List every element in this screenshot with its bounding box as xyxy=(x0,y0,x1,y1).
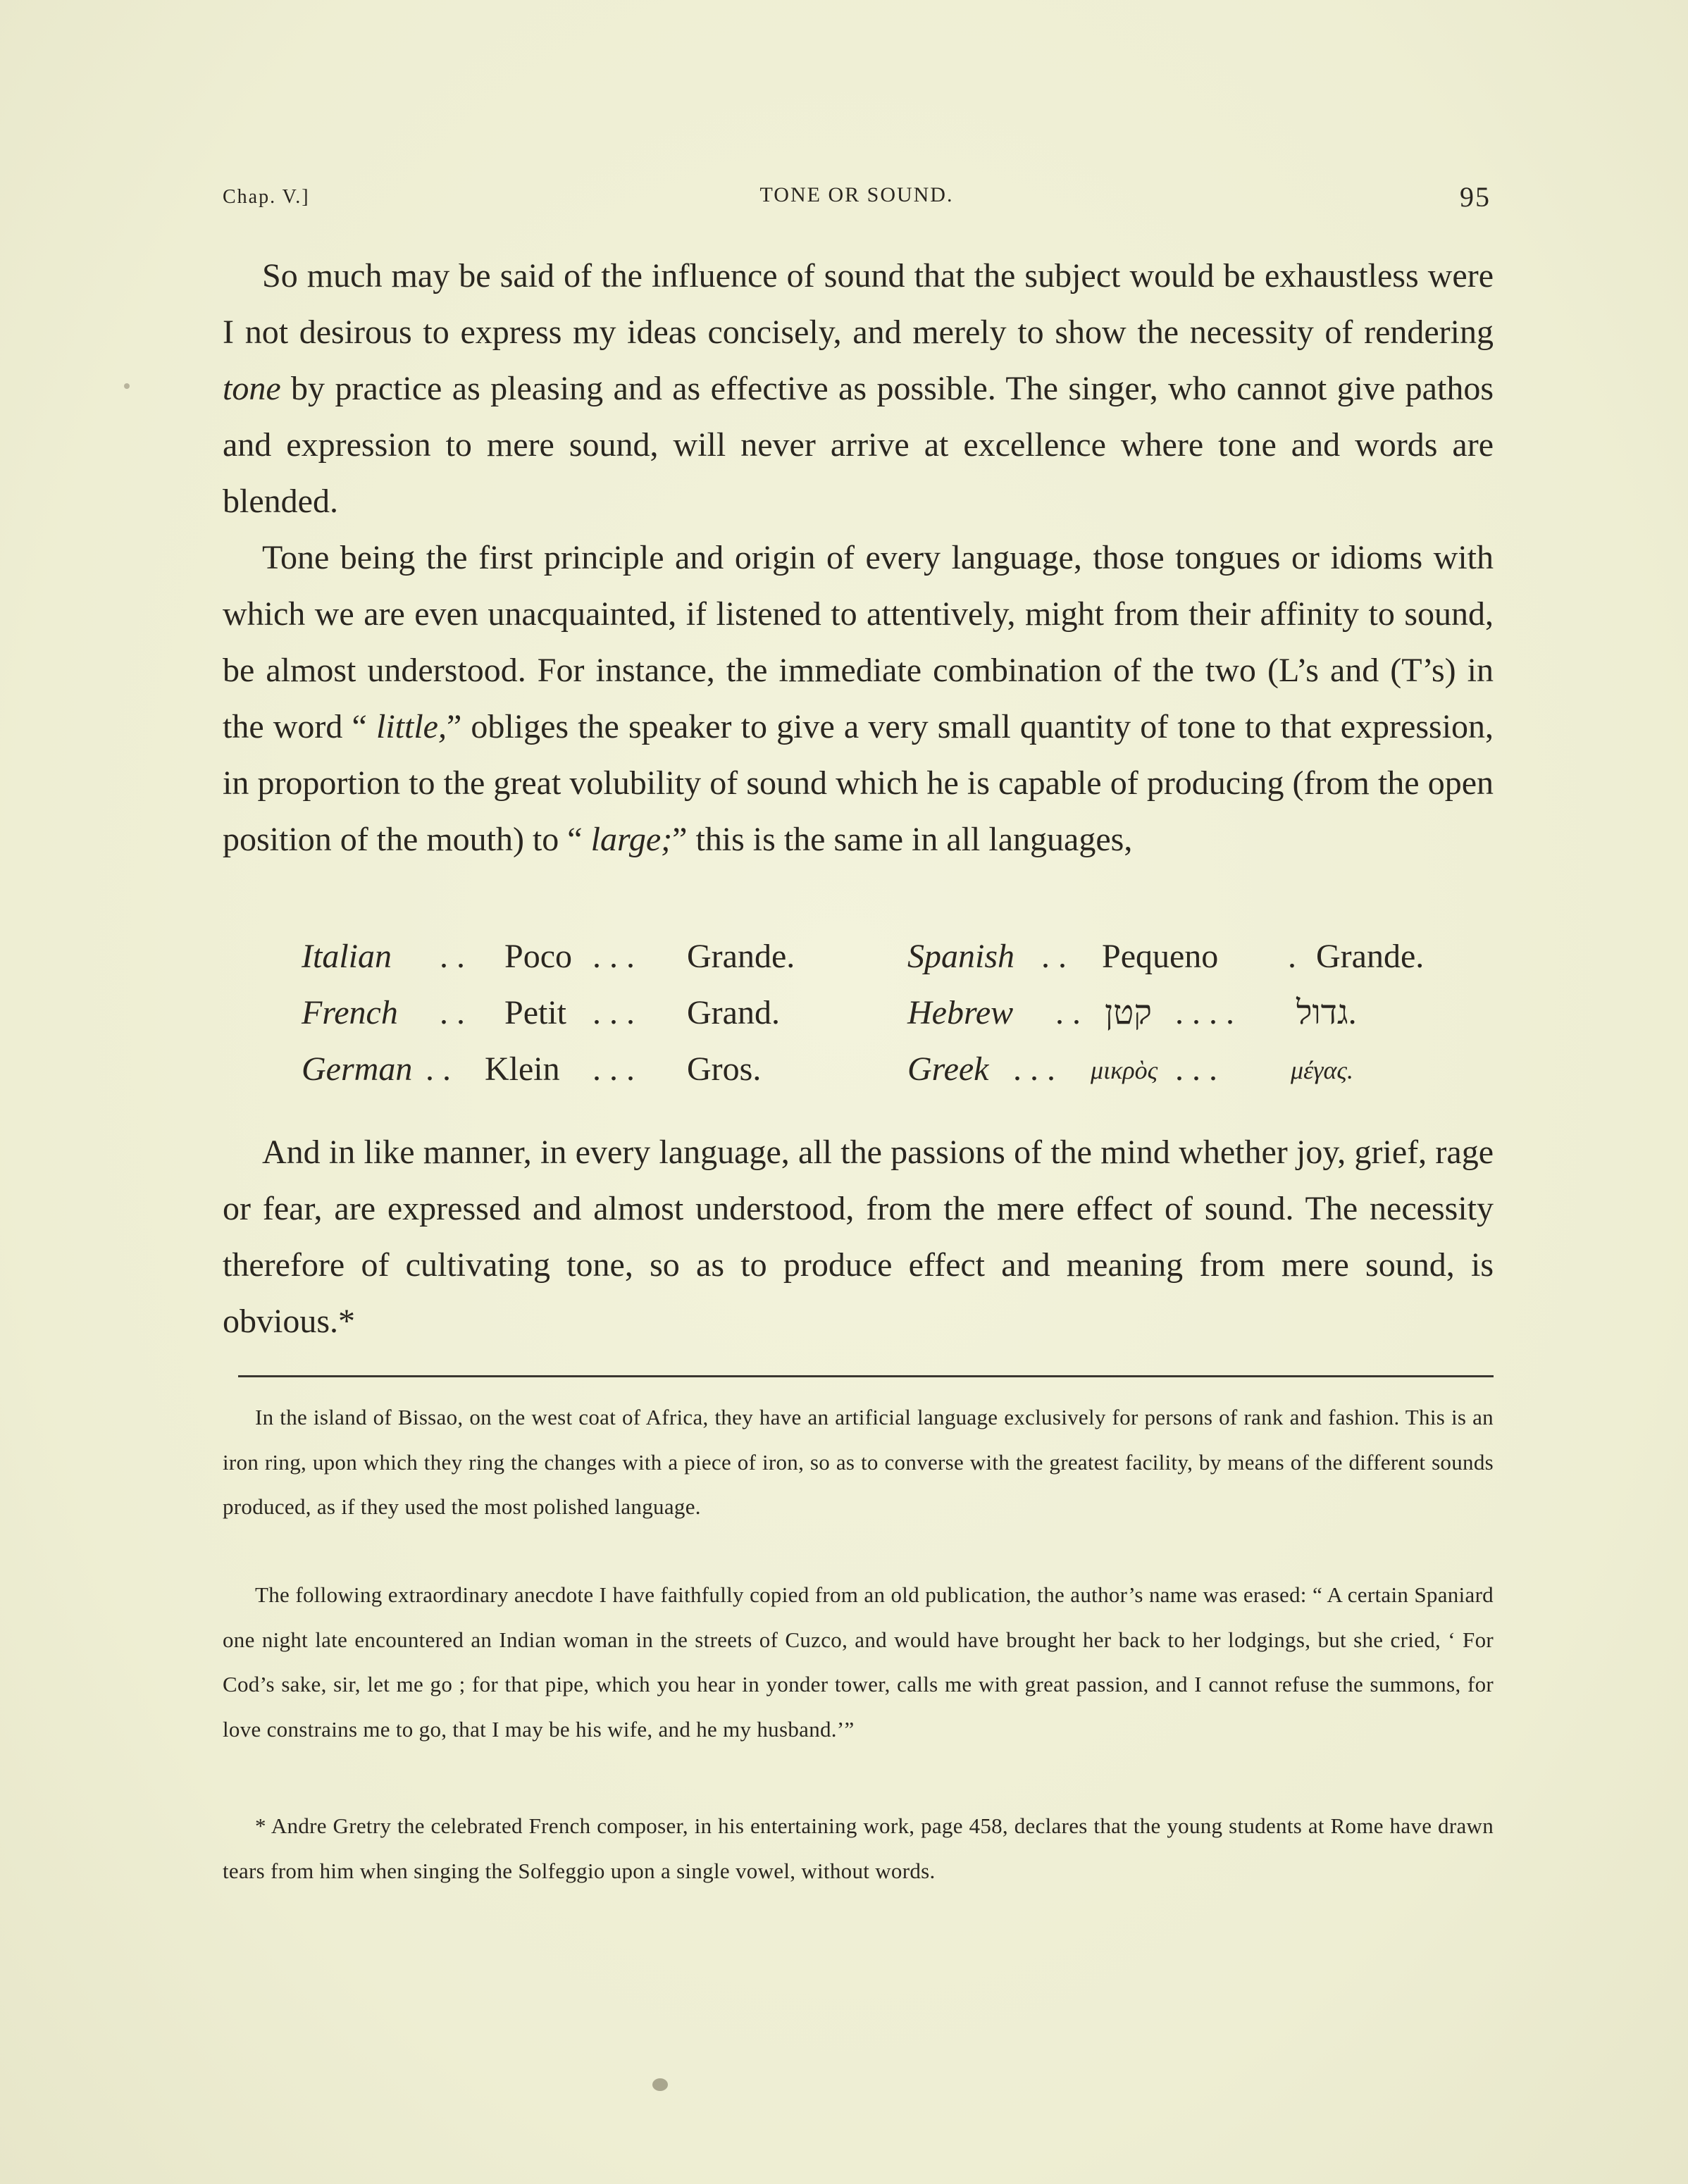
language-name: Spanish xyxy=(907,938,1015,975)
language-name: Hebrew xyxy=(907,994,1014,1031)
dots: . . xyxy=(440,994,465,1031)
dots: . . . . xyxy=(1175,994,1234,1031)
language-name: Greek xyxy=(907,1050,989,1088)
word-small: Poco xyxy=(504,938,572,975)
word-large: Grande. xyxy=(1316,938,1425,975)
word-small: Pequeno xyxy=(1102,938,1219,975)
paragraph-1-text-b: by practice as pleasing and as effective as possible. The singer, who cannot give pathos and expression to mere sound, will never arrive at excellence where tone and words are blended. xyxy=(223,370,1494,520)
footnote-1 xyxy=(223,1395,1494,1530)
paragraph-2-text-c: ” this is the same in all languages, xyxy=(672,821,1133,858)
chapter-label: Chap. V.] xyxy=(223,186,310,208)
language-name: French xyxy=(302,994,398,1031)
word-large: Grand. xyxy=(687,994,780,1031)
dots: . . . xyxy=(592,1050,635,1088)
paper-speck xyxy=(652,2078,668,2091)
footnote-2-text: The following extraordinary anecdote I have faithfully copied from an old publication, the author’s name was erased: “ A certain Spaniard one night late encountered an Indian woman in the streets of Cuzco, and would have brought her back to her lodgings, but she cried, ‘ For Cod’s sake, sir, let me go ; for that pipe, which you hear in yonder tower, calls me with great passion, and I cannot refuse the summons, for love constrains me to go, that I may be his wife, and he my husband.’” xyxy=(223,1582,1494,1742)
paragraph-2 xyxy=(223,530,1494,868)
footnote-3 xyxy=(223,1804,1494,1893)
dots: . xyxy=(1288,938,1296,975)
footnote-1-text: In the island of Bissao, on the west coat of Africa, they have an artificial language exclusively for persons of rank and fashion. This is an iron ring, upon which they ring the changes with a piece of iron, so as to converse with the greatest facility, by means of the different sounds produced, as if they used the most polished language. xyxy=(223,1405,1494,1519)
word-small: Klein xyxy=(485,1050,560,1088)
word-row xyxy=(302,993,1464,1050)
word-small: μικρὸς xyxy=(1091,1056,1158,1084)
dots: . . . xyxy=(592,938,635,975)
dots: . . xyxy=(1041,938,1067,975)
word-large: μέγας. xyxy=(1291,1056,1353,1084)
emphasis-little: little, xyxy=(366,708,447,745)
word-large: Grande. xyxy=(687,938,795,975)
paragraph-2-text-a: Tone being the first principle and origin of every language, those tongues or idioms with which we are even unacquainted, if listened to attentively, might from their affinity to sound, be almost understood. For instance, the immediate combination of the two (L’s and (T’s) in the word “ xyxy=(223,539,1494,745)
running-header xyxy=(223,180,1491,223)
word-large: Gros. xyxy=(687,1050,762,1088)
language-name: German xyxy=(302,1050,413,1088)
dots: . . xyxy=(1055,994,1081,1031)
word-large: גדול. xyxy=(1296,994,1357,1031)
dots: . . . xyxy=(1175,1050,1217,1088)
emphasis-large: large; xyxy=(582,821,673,858)
word-small: Petit xyxy=(504,994,567,1031)
paper-speck xyxy=(124,383,130,389)
paragraph-2-text-b: ” obliges the speaker to give a very small quantity of tone to that expression, in proportion to the great volubility of sound which he is capable of producing (from the open position of the mouth) to “ xyxy=(223,708,1494,858)
footnote-3-text: * Andre Gretry the celebrated French composer, in his entertaining work, page 458, declares that the young students at Rome have drawn tears from him when singing the Solfeggio upon a single vowel, without words. xyxy=(223,1813,1494,1883)
word-row xyxy=(302,937,1464,993)
footnote-2 xyxy=(223,1572,1494,1751)
dots: . . xyxy=(440,938,465,975)
dots: . . xyxy=(426,1050,451,1088)
word-small: קטן xyxy=(1105,994,1152,1031)
dots: . . . xyxy=(592,994,635,1031)
page-number: 95 xyxy=(1460,181,1491,213)
dots: . . . xyxy=(1013,1050,1055,1088)
running-title: TONE OR SOUND. xyxy=(759,183,954,206)
paragraph-3-text: And in like manner, in every language, all the passions of the mind whether joy, grief, rage or fear, are expressed and almost understood, from the mere effect of sound. The necessity therefore of cultivating tone, so as to produce effect and meaning from mere sound, is obvious.* xyxy=(223,1134,1494,1340)
paragraph-1-text-a: So much may be said of the influence of sound that the subject would be exhaustless were I not desirous to express my ideas concisely, and merely to show the necessity of rendering xyxy=(223,257,1494,351)
word-row xyxy=(302,1050,1464,1106)
word-comparison-table xyxy=(302,937,1464,1106)
emphasis-tone: tone xyxy=(223,370,281,407)
footnote-rule xyxy=(238,1375,1494,1377)
paragraph-1 xyxy=(223,248,1494,530)
paragraph-3 xyxy=(223,1124,1494,1350)
language-name: Italian xyxy=(302,938,392,975)
